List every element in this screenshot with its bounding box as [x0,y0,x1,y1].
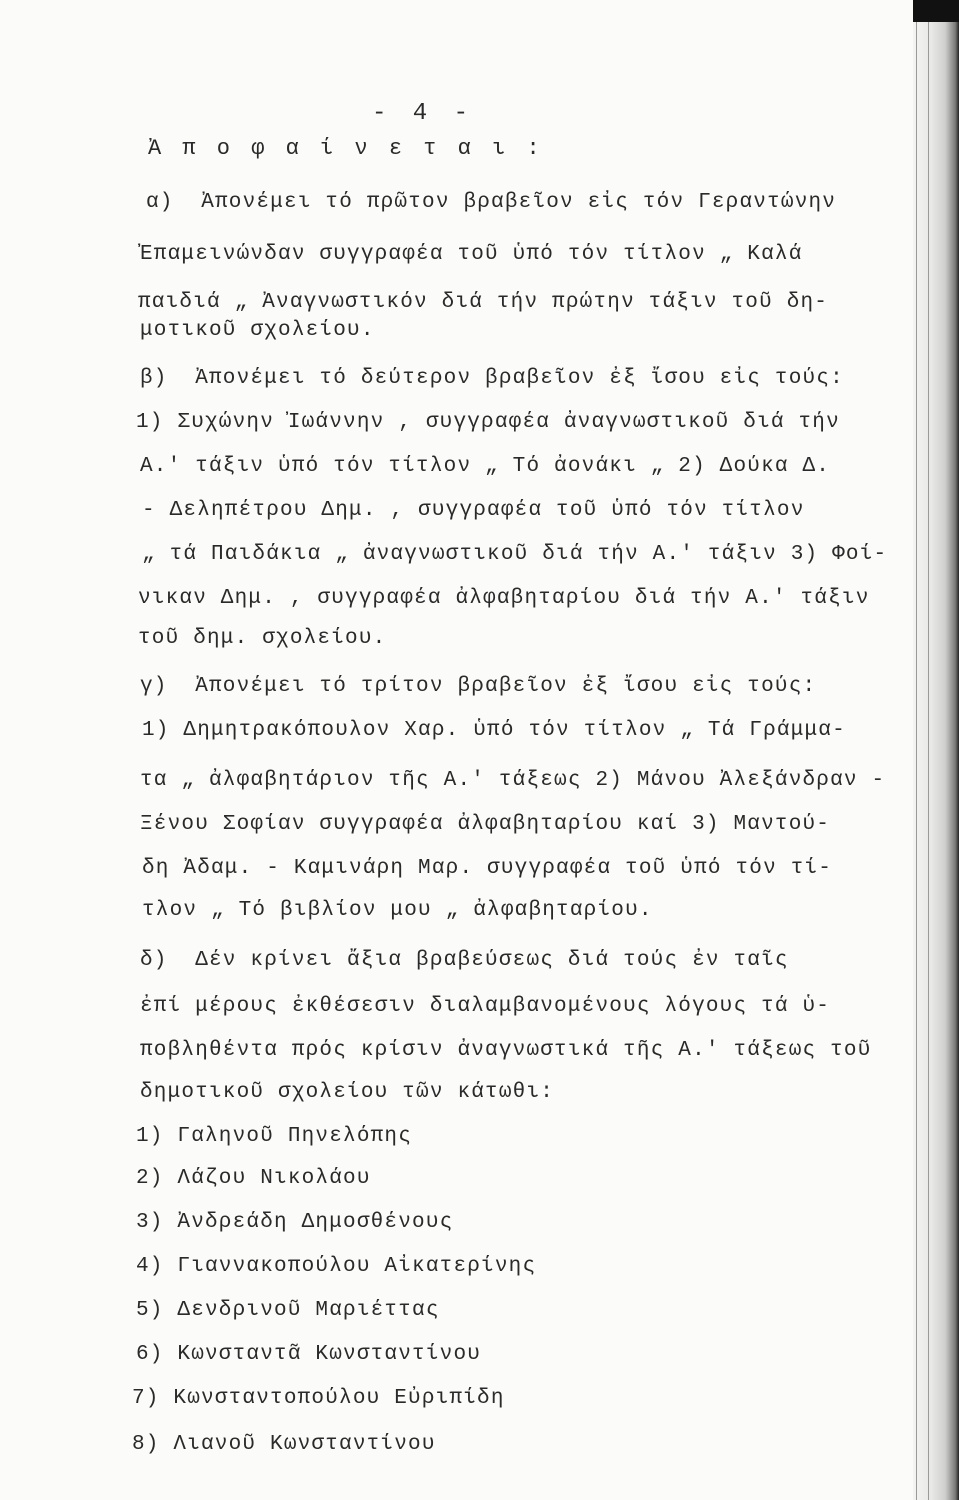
text-line: νικαν Δημ. , συγγραφέα ἀλφαβηταρίου διά τήν Α.' τάξιν [138,587,870,610]
page-number: - 4 - [372,100,475,127]
text-line: παιδιά „ Ἀναγνωστικόν διά τήν πρώτην τάξιν τοῦ δη- [138,291,829,314]
text-line: 1) Συχώνην Ἰωάννην , συγγραφέα ἀναγνωστικοῦ διά τήν [136,411,840,434]
list-item: 1) Γαληνοῦ Πηνελόπης [136,1125,413,1148]
text-line: α) Ἀπονέμει τό πρῶτον βραβεῖον εἰς τόν Γεραντώνην [146,191,837,214]
heading: Ἀ π ο φ α ί ν ε τ α ι : [148,136,544,161]
text-line: δημοτικοῦ σχολείου τῶν κάτωθι: [140,1081,555,1104]
edge-line [928,0,929,1500]
binding-edge [913,0,959,1500]
text-line: Α.' τάξιν ὑπό τόν τίτλον „ Τό ἀονάκι „ 2) Δούκα Δ. [140,455,831,478]
list-item: 4) Γιαννακοπούλου Αἰκατερίνης [136,1255,537,1278]
list-item: 8) Λιανοῦ Κωνσταντίνου [132,1433,436,1456]
text-line: δη Ἀδαμ. - Καμινάρη Μαρ. συγγραφέα τοῦ ὑπό τόν τί- [142,857,833,880]
text-line: γ) Ἀπονέμει τό τρίτον βραβεῖον ἐξ ἴσου εἰς τούς: [140,675,817,698]
text-line: μοτικοῦ σχολείου. [140,319,375,342]
text-line: β) Ἀπονέμει τό δεύτερον βραβεῖον ἐξ ἴσου εἰς τούς: [140,367,844,390]
list-item: 3) Ἀνδρεάδη Δημοσθένους [136,1211,454,1234]
text-line: ποβληθέντα πρός κρίσιν ἀναγνωστικά τῆς Α.' τάξεως τοῦ [140,1039,872,1062]
text-line: τα „ ἀλφαβητάριον τῆς Α.' τάξεως 2) Μάνου Ἀλεξάνδραν - [140,769,886,792]
text-line: ἐπί μέρους ἐκθέσεσιν διαλαμβανομένους λόγους τά ὑ- [140,995,831,1018]
list-item: 7) Κωνσταντοπούλου Εὐριπίδη [132,1387,505,1410]
list-item: 2) Λάζου Νικολάου [136,1167,371,1190]
text-line: Ξένου Σοφίαν συγγραφέα ἀλφαβηταρίου καί 3) Μαντού- [140,813,831,836]
text-line: τοῦ δημ. σχολείου. [138,627,387,650]
corner-shadow [913,0,959,22]
list-item: 6) Κωνσταντᾶ Κωνσταντίνου [136,1343,482,1366]
text-line: „ τά Παιδάκια „ ἀναγνωστικοῦ διά τήν Α.' τάξιν 3) Φοί- [142,543,888,566]
list-item: 5) Δενδρινοῦ Μαριέττας [136,1299,440,1322]
text-line: - Δεληπέτρου Δημ. , συγγραφέα τοῦ ὑπό τόν τίτλον [142,499,805,522]
text-line: 1) Δημητρακόπουλον Χαρ. ὑπό τόν τίτλον „ Τά Γράμμα- [142,719,846,742]
edge-line [916,0,917,1500]
text-line: Ἐπαμεινώνδαν συγγραφέα τοῦ ὑπό τόν τίτλον „ Καλά [140,243,803,266]
text-line: δ) Δέν κρίνει ἄξια βραβεύσεως διά τούς ἐν ταῖς [140,949,789,972]
text-line: τλον „ Τό βιβλίον μου „ ἀλφαβηταρίου. [142,899,653,922]
